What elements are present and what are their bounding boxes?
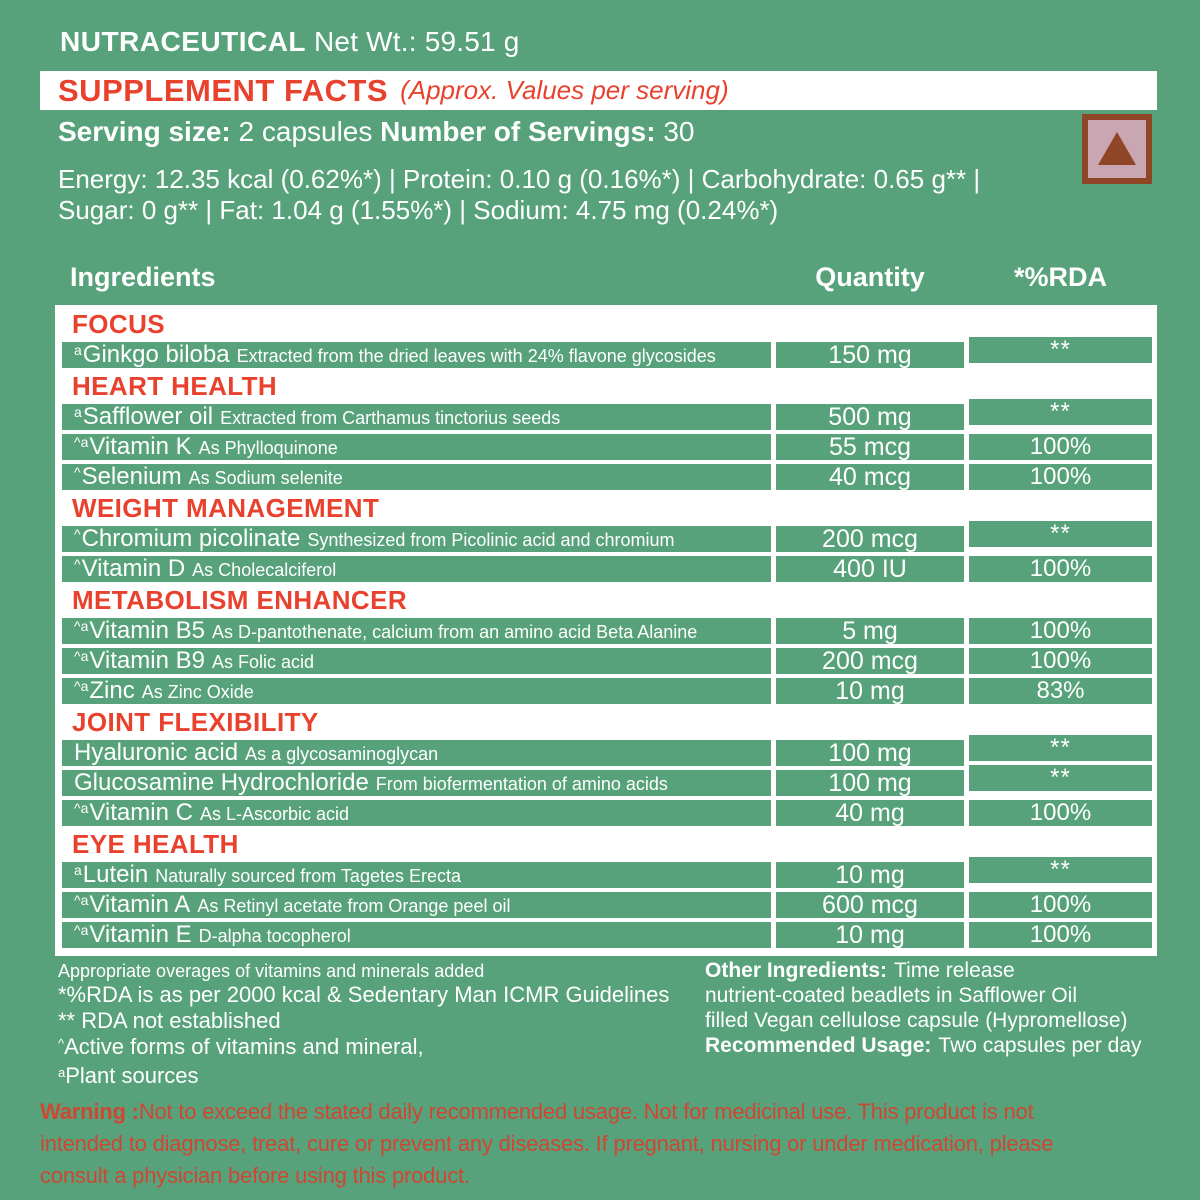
quantity-value: 500 mg	[776, 404, 964, 430]
source-marker: ^a	[74, 892, 89, 908]
servings-count-label: Number of Servings:	[380, 116, 656, 147]
ingredient-cell	[62, 618, 771, 644]
ingredient-row-vitamin-e	[62, 922, 1152, 948]
column-header-rda: *%RDA	[1013, 262, 1107, 292]
nutrition-line-2: Sugar: 0 g** | Fat: 1.04 g (1.55%*) | Sodium: 4.75 mg (0.24%*)	[58, 195, 779, 225]
ingredient-name: Chromium picolinate	[81, 525, 301, 552]
supplement-facts-note: (Approx. Values per serving)	[400, 75, 729, 105]
source-marker: a	[74, 342, 82, 358]
ingredient-cell	[62, 770, 771, 796]
serving-size-label: Serving size:	[58, 116, 231, 147]
ingredient-cell	[62, 800, 771, 826]
quantity-value: 400 IU	[776, 556, 964, 582]
warning-line-1	[40, 1096, 1053, 1128]
quantity-value: 40 mcg	[776, 464, 964, 490]
footnote-line	[58, 1063, 669, 1092]
ingredient-row-vitamin-c	[62, 800, 1152, 826]
source-marker: ^a	[74, 678, 89, 694]
footnote-text: Plant sources	[65, 1063, 199, 1088]
ingredient-cell	[62, 678, 771, 704]
serving-line	[58, 116, 695, 148]
ingredient-description: As Zinc Oxide	[141, 682, 254, 702]
ingredient-description: As L-Ascorbic acid	[199, 804, 350, 824]
source-marker: ^	[74, 464, 81, 480]
source-marker: ^a	[74, 800, 89, 816]
footnote-label: Other Ingredients:	[705, 959, 888, 982]
ingredient-row-zinc	[62, 678, 1152, 704]
ingredient-cell	[62, 740, 771, 766]
ingredient-row-vitamin-b5	[62, 618, 1152, 644]
ingredient-name: Safflower oil	[82, 403, 214, 430]
source-marker: ^	[74, 556, 81, 572]
rda-value: 100%	[969, 556, 1152, 582]
section-header-focus: FOCUS	[62, 310, 1152, 338]
footnote-label: Recommended Usage:	[705, 1034, 932, 1057]
ingredient-name: Lutein	[82, 861, 149, 888]
footnote-line	[705, 1008, 1142, 1033]
ingredient-row-vitamin-b9	[62, 648, 1152, 674]
rda-value: **	[969, 521, 1152, 547]
ingredient-name: Ginkgo biloba	[82, 341, 230, 368]
footnote-text: Active forms of vitamins and mineral,	[64, 1034, 424, 1059]
ingredient-name: Vitamin B9	[89, 647, 205, 674]
rda-value: 100%	[969, 892, 1152, 918]
footnote-line	[58, 1008, 669, 1034]
footnote-line	[58, 982, 669, 1008]
source-marker: ^a	[74, 434, 89, 450]
rda-value: 100%	[969, 618, 1152, 644]
footnote-marker: ^	[58, 1036, 65, 1051]
ingredient-name: Vitamin A	[89, 891, 191, 918]
triangle-icon	[1098, 132, 1136, 165]
ingredient-description: Naturally sourced from Tagetes Erecta	[155, 866, 461, 886]
section-header-weight-management: WEIGHT MANAGEMENT	[62, 494, 1152, 522]
quantity-value: 40 mg	[776, 800, 964, 826]
ingredient-name: Glucosamine Hydrochloride	[74, 769, 369, 796]
warning-line-3: consult a physician before using this product.	[40, 1163, 470, 1188]
ingredient-cell	[62, 342, 771, 368]
section-header-joint-flexibility: JOINT FLEXIBILITY	[62, 708, 1152, 736]
footnote-marker: a	[58, 1065, 66, 1080]
footnote-text: Time release	[894, 959, 1015, 982]
section-header-eye-health: EYE HEALTH	[62, 830, 1152, 858]
quantity-value: 10 mg	[776, 678, 964, 704]
supplement-facts-title: SUPPLEMENT FACTS	[58, 72, 389, 108]
ingredient-cell	[62, 922, 771, 948]
rda-value: 100%	[969, 800, 1152, 826]
quantity-value: 55 mcg	[776, 434, 964, 460]
table-column-headers	[55, 262, 1157, 293]
rda-value: **	[969, 765, 1152, 791]
ingredient-cell	[62, 526, 771, 552]
ingredient-description: As Cholecalciferol	[192, 560, 337, 580]
ingredient-name: Vitamin K	[89, 433, 192, 460]
ingredient-description: As D-pantothenate, calcium from an amino acid Beta Alanine	[211, 622, 698, 642]
ingredient-name: Zinc	[89, 677, 135, 704]
net-weight: Net Wt.: 59.51 g	[314, 26, 520, 57]
ingredient-name: Selenium	[81, 463, 182, 490]
quantity-value: 200 mcg	[776, 526, 964, 552]
serving-size-value: 2 capsules	[238, 116, 373, 147]
rda-value: 100%	[969, 434, 1152, 460]
warning-label: Warning :	[40, 1099, 139, 1124]
footnote-line	[58, 1034, 669, 1063]
ingredient-cell	[62, 556, 771, 582]
quantity-value: 600 mcg	[776, 892, 964, 918]
footnote-text: ** RDA not established	[58, 1008, 281, 1033]
column-header-ingredients: Ingredients	[70, 262, 216, 292]
ingredient-row-hyaluronic-acid	[62, 734, 1152, 767]
ingredient-description: As Retinyl acetate from Orange peel oil	[197, 896, 511, 916]
ingredient-description: Extracted from Carthamus tinctorius seeds	[220, 408, 561, 428]
ingredient-description: D-alpha tocopherol	[198, 926, 351, 946]
ingredient-name: Hyaluronic acid	[74, 739, 239, 766]
ingredient-cell	[62, 404, 771, 430]
quantity-value: 10 mg	[776, 862, 964, 888]
supplement-facts-bar	[40, 71, 1157, 110]
quantity-value: 150 mg	[776, 342, 964, 368]
ingredient-description: From biofermentation of amino acids	[375, 774, 668, 794]
footnote-line	[705, 958, 1142, 983]
source-marker: a	[74, 862, 82, 878]
brand-line	[60, 26, 520, 58]
warning-block	[40, 1096, 1053, 1192]
ingredient-row-selenium	[62, 464, 1152, 490]
ingredient-row-chromium-picolinate	[62, 520, 1152, 553]
footnote-text: *%RDA is as per 2000 kcal & Sedentary Man ICMR Guidelines	[58, 982, 670, 1007]
ingredient-description: As Phylloquinone	[198, 438, 338, 458]
nutrition-summary	[58, 164, 980, 226]
brand-name: NUTRACEUTICAL	[60, 26, 307, 57]
quantity-value: 100 mg	[776, 740, 964, 766]
ingredient-name: Vitamin E	[89, 921, 192, 948]
section-header-heart-health: HEART HEALTH	[62, 372, 1152, 400]
ingredient-description: Synthesized from Picolinic acid and chromium	[307, 530, 675, 550]
warning-line-2: intended to diagnose, treat, cure or prevent any diseases. If pregnant, nursing or under medication, please	[40, 1131, 1054, 1156]
footnotes-left	[58, 960, 669, 1092]
nutrition-line-1: Energy: 12.35 kcal (0.62%*) | Protein: 0.10 g (0.16%*) | Carbohydrate: 0.65 g** |	[58, 164, 981, 194]
ingredient-description: As a glycosaminoglycan	[245, 744, 439, 764]
ingredient-cell	[62, 648, 771, 674]
rda-value: 100%	[969, 922, 1152, 948]
rda-value: 100%	[969, 464, 1152, 490]
source-marker: ^a	[74, 922, 89, 938]
rda-value: **	[969, 857, 1152, 883]
footnote-text: filled Vegan cellulose capsule (Hypromellose)	[705, 1009, 1128, 1032]
ingredient-row-vitamin-k	[62, 434, 1152, 460]
ingredient-cell	[62, 464, 771, 490]
rda-value: **	[969, 735, 1152, 761]
non-veg-mark-icon	[1082, 114, 1152, 184]
footnotes-right	[705, 958, 1142, 1058]
quantity-value: 200 mcg	[776, 648, 964, 674]
ingredient-row-safflower-oil	[62, 398, 1152, 431]
rda-value: 100%	[969, 648, 1152, 674]
ingredient-name: Vitamin D	[81, 555, 186, 582]
footnote-text: Appropriate overages of vitamins and minerals added	[58, 961, 485, 981]
ingredient-cell	[62, 434, 771, 460]
ingredients-table	[55, 305, 1157, 956]
footnote-text: Two capsules per day	[938, 1034, 1142, 1057]
footnote-line	[58, 960, 669, 982]
ingredient-name: Vitamin C	[89, 799, 193, 826]
ingredient-cell	[62, 862, 771, 888]
ingredient-row-vitamin-d	[62, 556, 1152, 582]
rda-value: **	[969, 337, 1152, 363]
column-header-quantity: Quantity	[815, 262, 925, 292]
warning-text-1: Not to exceed the stated daily recommended usage. Not for medicinal use. This product is not	[138, 1099, 1034, 1124]
quantity-value: 5 mg	[776, 618, 964, 644]
ingredient-row-vitamin-a	[62, 892, 1152, 918]
rda-value: 83%	[969, 678, 1152, 704]
source-marker: ^	[74, 526, 81, 542]
ingredient-description: Extracted from the dried leaves with 24% flavone glycosides	[236, 346, 716, 366]
source-marker: ^a	[74, 618, 89, 634]
footnote-line	[705, 1033, 1142, 1058]
quantity-value: 100 mg	[776, 770, 964, 796]
ingredient-description: As Folic acid	[211, 652, 315, 672]
ingredient-cell	[62, 892, 771, 918]
ingredient-row-glucosamine-hydrochloride	[62, 764, 1152, 797]
ingredient-description: As Sodium selenite	[188, 468, 343, 488]
ingredient-row-ginkgo-biloba	[62, 336, 1152, 369]
quantity-value: 10 mg	[776, 922, 964, 948]
footnote-text: nutrient-coated beadlets in Safflower Oil	[705, 984, 1077, 1007]
source-marker: a	[74, 404, 82, 420]
source-marker: ^a	[74, 648, 89, 664]
footnote-line	[705, 983, 1142, 1008]
rda-value: **	[969, 399, 1152, 425]
section-header-metabolism-enhancer: METABOLISM ENHANCER	[62, 586, 1152, 614]
ingredient-name: Vitamin B5	[89, 617, 205, 644]
servings-count-value: 30	[663, 116, 695, 147]
ingredient-row-lutein	[62, 856, 1152, 889]
